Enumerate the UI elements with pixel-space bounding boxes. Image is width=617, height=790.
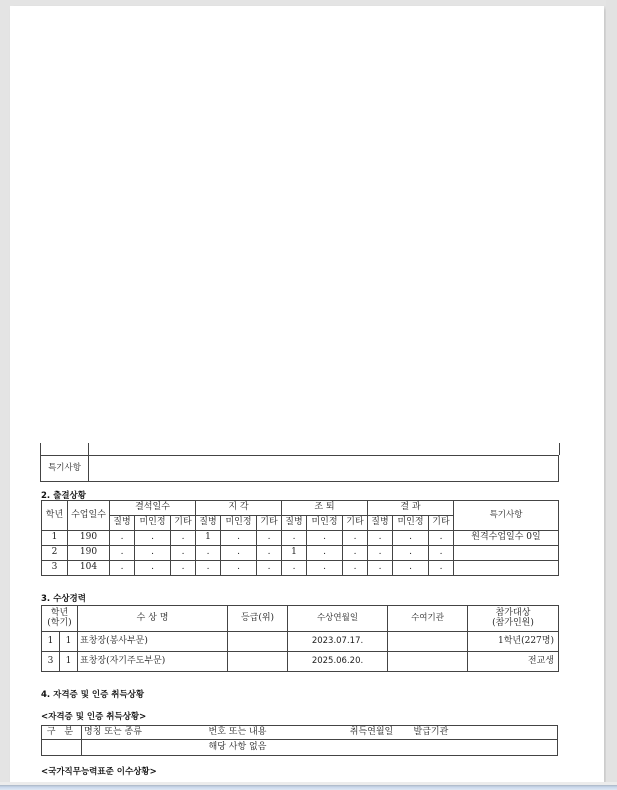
cell-value: .: [196, 561, 221, 576]
cell-remarks: [454, 546, 559, 561]
header-school-days: 수업일수: [68, 501, 110, 531]
cell-value: .: [196, 546, 221, 561]
cell-value: .: [429, 561, 454, 576]
cell-empty: [332, 740, 412, 756]
cell-value: .: [393, 531, 429, 546]
vertical-scrollbar[interactable]: [606, 0, 617, 782]
header-early-leave: 조 퇴: [282, 501, 368, 516]
remarks-value: [89, 456, 559, 482]
sub-illness: 질병: [368, 516, 393, 531]
awards-table: [41, 605, 559, 672]
cell-value: .: [343, 561, 368, 576]
cell-value: .: [135, 561, 171, 576]
cell-target: 전교생: [468, 652, 559, 672]
cell-empty: [42, 740, 82, 756]
cell-value: .: [307, 531, 343, 546]
sub-illness: 질병: [282, 516, 307, 531]
cell-value: .: [171, 561, 196, 576]
cell-value: .: [429, 546, 454, 561]
header-grade: 학년: [42, 501, 68, 531]
cell-value: .: [257, 531, 282, 546]
header-late: 지 각: [196, 501, 282, 516]
header-grade-line2: (학기): [47, 617, 72, 628]
empty-message: 해당 사항 없음: [207, 740, 332, 756]
cell-value: .: [368, 546, 393, 561]
certificates-table: [41, 725, 558, 756]
cell-value: .: [221, 546, 257, 561]
cell-value: .: [221, 531, 257, 546]
cell-value: .: [393, 546, 429, 561]
cell-value: .: [110, 531, 135, 546]
table-row: [42, 740, 558, 756]
header-issuer: 발급기관: [412, 726, 558, 740]
header-category: 구 분: [42, 726, 82, 740]
header-target-line1: 참가대상: [495, 607, 531, 618]
cell-value: .: [110, 561, 135, 576]
table-row: [42, 652, 559, 672]
cell-term: 1: [60, 632, 78, 652]
cell-value: .: [343, 546, 368, 561]
cell-value: .: [171, 531, 196, 546]
header-target-line2: (참가인원): [492, 617, 534, 628]
cell-target: 1학년(227명): [468, 632, 559, 652]
cell-value: .: [282, 561, 307, 576]
sub-unexcused: 미인정: [135, 516, 171, 531]
cell-days: 104: [68, 561, 110, 576]
attendance-table: [41, 500, 559, 576]
cell-days: 190: [68, 546, 110, 561]
cell-term: 1: [60, 652, 78, 672]
cell-grade: 3: [42, 652, 60, 672]
cell-value: .: [429, 531, 454, 546]
sub-illness: 질병: [110, 516, 135, 531]
cell-grade: 3: [42, 561, 68, 576]
cell-issuer: [388, 652, 468, 672]
cell-value: .: [257, 561, 282, 576]
cell-date: 2023.07.17.: [288, 632, 388, 652]
header-award-name: 수 상 명: [78, 606, 228, 632]
cell-value: .: [135, 531, 171, 546]
sub-unexcused: 미인정: [307, 516, 343, 531]
header-name: 명칭 또는 종류: [82, 726, 207, 740]
sub-illness: 질병: [196, 516, 221, 531]
cell-grade: 1: [42, 531, 68, 546]
sub-unexcused: 미인정: [393, 516, 429, 531]
cell-empty: [82, 740, 207, 756]
cell-value: .: [257, 546, 282, 561]
cell-value: .: [221, 561, 257, 576]
cell-value: .: [343, 531, 368, 546]
cell-date: 2025.06.20.: [288, 652, 388, 672]
certificates-title: 4. 자격증 및 인증 취득상황: [41, 690, 145, 700]
previous-table-stub: [40, 443, 560, 455]
table-row: [42, 531, 559, 546]
ncs-subtitle: <국가직무능력표준 이수상황>: [41, 767, 157, 777]
cell-remarks: 원격수업일수 0일: [454, 531, 559, 546]
bottom-bar: [0, 782, 617, 790]
sub-other: 기타: [257, 516, 282, 531]
cell-value: .: [368, 531, 393, 546]
document-page: [10, 6, 604, 782]
table-row: [42, 632, 559, 652]
cell-award-name: 표창장(자기주도부문): [78, 652, 228, 672]
header-remarks: 특기사항: [454, 501, 559, 531]
table-row: [42, 546, 559, 561]
cell-value: .: [171, 546, 196, 561]
header-rank: 등급(위): [228, 606, 288, 632]
cell-value: .: [307, 546, 343, 561]
header-grade-line1: 학년: [50, 607, 69, 618]
cell-grade: 2: [42, 546, 68, 561]
header-issuer: 수여기관: [388, 606, 468, 632]
remarks-label: 특기사항: [41, 456, 89, 482]
attendance-title: 2. 출결상황: [41, 491, 86, 501]
cell-value: .: [110, 546, 135, 561]
cell-value: 1: [282, 546, 307, 561]
cell-value: .: [368, 561, 393, 576]
header-date: 수상연월일: [288, 606, 388, 632]
table-row: [42, 561, 559, 576]
header-grade-term: [42, 606, 78, 632]
cell-remarks: [454, 561, 559, 576]
cell-issuer: [388, 632, 468, 652]
cell-value: .: [307, 561, 343, 576]
cell-empty: [412, 740, 558, 756]
header-target: [468, 606, 559, 632]
sub-other: 기타: [429, 516, 454, 531]
cell-rank: [228, 632, 288, 652]
awards-title: 3. 수상경력: [41, 594, 86, 604]
cell-rank: [228, 652, 288, 672]
cell-value: 1: [196, 531, 221, 546]
header-number: 번호 또는 내용: [207, 726, 332, 740]
sub-unexcused: 미인정: [221, 516, 257, 531]
cell-award-name: 표창장(봉사부문): [78, 632, 228, 652]
header-absence: 결석일수: [110, 501, 196, 516]
sub-other: 기타: [171, 516, 196, 531]
remarks-table: [40, 455, 559, 482]
cell-days: 190: [68, 531, 110, 546]
table-divider: [88, 443, 89, 455]
certificates-subtitle: <자격증 및 인증 취득상황>: [41, 712, 147, 722]
cell-value: .: [393, 561, 429, 576]
header-date: 취득연월일: [332, 726, 412, 740]
cell-value: .: [282, 531, 307, 546]
cell-grade: 1: [42, 632, 60, 652]
cell-value: .: [135, 546, 171, 561]
sub-other: 기타: [343, 516, 368, 531]
header-missed-class: 결 과: [368, 501, 454, 516]
